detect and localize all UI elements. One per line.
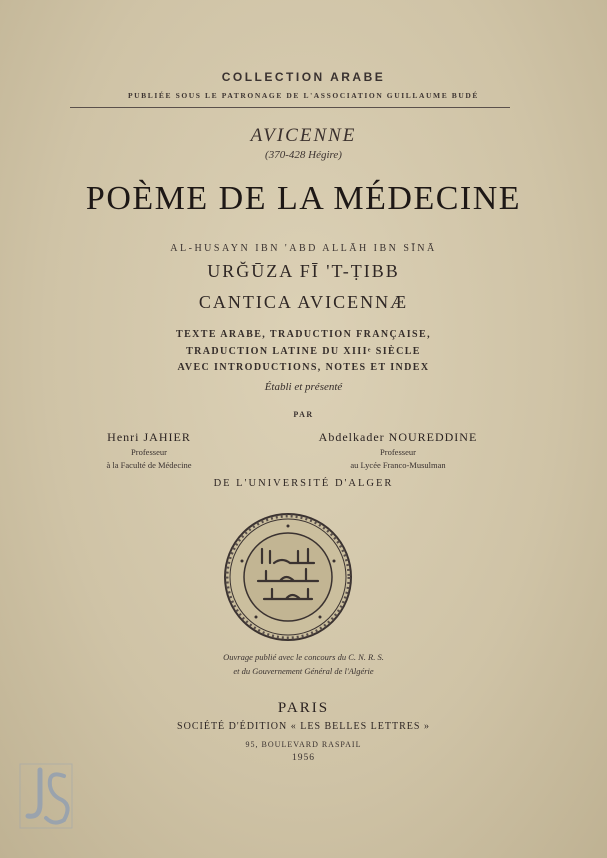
subtitle-latin: CANTICA AVICENNÆ (198, 292, 409, 312)
author-left-role2: à la Faculté de Médecine (106, 460, 192, 470)
collection-heading: COLLECTION ARABE (221, 70, 386, 84)
subtitle-arabic-title: URĞŪZA FĪ 'T-ṬIBB (207, 261, 400, 281)
imprint-year: 1956 (292, 753, 315, 763)
patronage-line: PUBLIÉE SOUS LE PATRONAGE DE L'ASSOCIATION GUILLAUME BUDÉ (127, 91, 480, 100)
author-left-role1: Professeur (131, 447, 167, 457)
subtitle-arabic-name: AL-HUSAYN IBN 'ABD ALLĀH IBN SĪNĀ (170, 243, 437, 254)
author-left-name: Henri JAHIER (107, 430, 191, 444)
coin-emblem (222, 511, 354, 643)
publication-note-2: et du Gouvernement Général de l'Algérie (233, 666, 374, 676)
header-divider (70, 107, 510, 108)
bookseller-logo (18, 760, 78, 832)
imprint-city: PARIS (277, 700, 330, 716)
description-line-2: TRADUCTION LATINE DU XIIIᵉ SIÈCLE (186, 346, 421, 357)
description-line-3: AVEC INTRODUCTIONS, NOTES ET INDEX (177, 362, 430, 373)
author-dates: (370-428 Hégire) (265, 149, 342, 161)
university-line: DE L'UNIVERSITÉ D'ALGER (213, 478, 394, 489)
author-right-role2: au Lycée Franco-Musulman (350, 460, 446, 470)
author-name: AVICENNE (250, 125, 357, 146)
imprint-publisher: SOCIÉTÉ D'ÉDITION « LES BELLES LETTRES » (177, 721, 430, 732)
author-right-role1: Professeur (380, 447, 416, 457)
logo-mark-text (18, 760, 78, 832)
imprint-address: 95, BOULEVARD RASPAIL (245, 740, 362, 749)
author-right-name: Abdelkader NOUREDDINE (318, 430, 478, 444)
par-label: PAR (293, 410, 314, 419)
publication-note-1: Ouvrage publié avec le concours du C. N. R. S. (223, 652, 384, 662)
established-line: Établi et présenté (264, 381, 343, 393)
page-title: POÈME DE LA MÉDECINE (85, 180, 522, 217)
description-line-1: TEXTE ARABE, TRADUCTION FRANÇAISE, (176, 329, 431, 340)
